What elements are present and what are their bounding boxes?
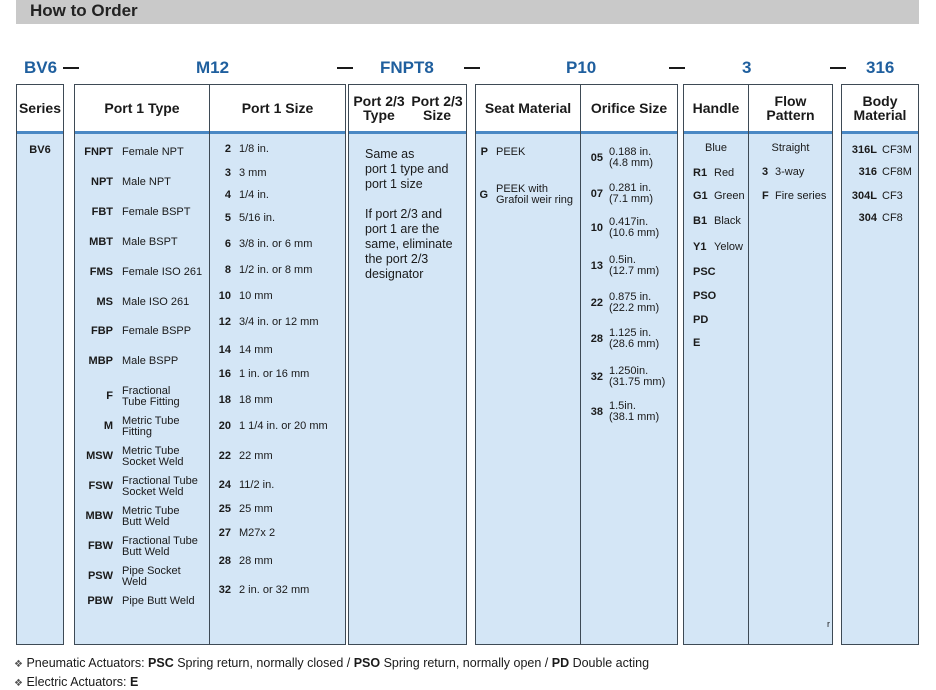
seat-desc: PEEK with bbox=[496, 183, 548, 195]
flow-desc: Straight bbox=[771, 142, 810, 154]
code-port23: FNPT8 bbox=[380, 58, 434, 77]
port23-note-same: Same as port 1 type and port 1 size bbox=[365, 147, 449, 191]
port1-type-desc: Female BSPT bbox=[122, 205, 191, 218]
orifice-code: 28 bbox=[590, 333, 603, 345]
code-dash bbox=[337, 67, 353, 69]
port1-size-code: 32 bbox=[218, 584, 231, 596]
header-handle: Handle bbox=[692, 100, 740, 116]
port1-type-desc: Tube Fitting bbox=[122, 396, 180, 409]
port1-type-desc: Pipe Socket bbox=[122, 564, 181, 577]
port1-type-code: MBP bbox=[88, 355, 113, 368]
port1-type-desc: Butt Weld bbox=[122, 545, 170, 558]
port1-type-desc: Pipe Butt Weld bbox=[122, 594, 195, 607]
port1-size-desc: 11/2 in. bbox=[239, 479, 275, 491]
port1-size-code: 16 bbox=[218, 368, 231, 380]
orifice-code: 22 bbox=[590, 297, 603, 309]
group-series bbox=[16, 84, 64, 645]
handle-code: G1 bbox=[693, 190, 708, 202]
port1-type-code: MSW bbox=[86, 450, 113, 462]
port1-type-code: FBT bbox=[91, 205, 113, 218]
port1-type-desc: Female BSPP bbox=[122, 325, 192, 338]
port1-type-desc: Metric Tube bbox=[122, 445, 180, 457]
port1-type-code: FBW bbox=[87, 539, 113, 552]
header-orifice-size: Orifice Size bbox=[590, 100, 668, 116]
port1-type-desc: Socket Weld bbox=[122, 456, 184, 468]
port1-size-code: 10 bbox=[218, 290, 231, 302]
stray-mark: r bbox=[827, 619, 830, 629]
orifice-code: 32 bbox=[590, 371, 603, 383]
handle-desc: Yelow bbox=[714, 241, 743, 253]
port1-type-desc: Male NPT bbox=[122, 175, 171, 188]
code-series: BV6 bbox=[24, 58, 58, 77]
section-title: How to Order bbox=[30, 1, 138, 20]
port23-note-eliminate: If port 2/3 and port 1 are the same, eliminate the port 2/3 designator bbox=[365, 207, 453, 281]
orifice-desc: 1.250in. bbox=[609, 365, 649, 377]
port1-type-code: FNPT bbox=[84, 146, 113, 158]
port1-size-desc: 3 mm bbox=[239, 167, 267, 179]
code-seat-orifice: P10 bbox=[566, 58, 597, 77]
handle-code: PD bbox=[693, 314, 709, 326]
handle-desc: Black bbox=[714, 215, 741, 227]
port1-size-code: 28 bbox=[218, 555, 231, 567]
port1-size-desc: 1 in. or 16 mm bbox=[239, 368, 310, 380]
port1-size-desc: 14 mm bbox=[239, 344, 273, 356]
footnote-pneumatic: ❖ Pneumatic Actuators: PSC Spring return, normally closed / PSO Spring return, normally open / PD Double acting bbox=[14, 656, 650, 670]
code-dash bbox=[669, 67, 685, 69]
code-port1: M12 bbox=[196, 58, 230, 77]
group-port1 bbox=[74, 84, 346, 645]
orifice-desc: 1.5in. bbox=[609, 400, 636, 412]
port1-type-code: MS bbox=[96, 295, 113, 308]
code-dash bbox=[63, 67, 79, 69]
body-desc: CF8 bbox=[882, 212, 903, 224]
orifice-desc: (4.8 mm) bbox=[609, 157, 653, 169]
handle-desc: Red bbox=[714, 167, 735, 179]
handle-code: B1 bbox=[693, 215, 708, 227]
port1-size-code: 8 bbox=[224, 264, 231, 276]
handle-desc: Green bbox=[714, 190, 745, 202]
orifice-desc: 0.417in. bbox=[609, 216, 649, 228]
body-code: 316 bbox=[858, 166, 877, 178]
orifice-desc: 0.188 in. bbox=[609, 146, 652, 158]
orifice-desc: (38.1 mm) bbox=[609, 411, 660, 423]
port1-size-desc: 22 mm bbox=[239, 450, 273, 462]
port1-size-desc: 3/8 in. or 6 mm bbox=[239, 238, 313, 250]
port1-type-code: F bbox=[106, 390, 113, 403]
body-code: 316L bbox=[851, 144, 877, 156]
port1-size-code: 20 bbox=[218, 420, 231, 432]
flow-code: 3 bbox=[762, 166, 769, 178]
seat-desc: PEEK bbox=[496, 146, 526, 158]
orifice-code: 07 bbox=[590, 188, 603, 200]
orifice-code: 10 bbox=[590, 222, 603, 234]
group-port23 bbox=[348, 84, 467, 645]
code-dash bbox=[464, 67, 480, 69]
column-divider bbox=[580, 85, 581, 644]
orifice-code: 13 bbox=[590, 260, 603, 272]
handle-code: PSC bbox=[693, 266, 716, 278]
group-seat-orifice bbox=[475, 84, 678, 645]
orifice-desc: 0.281 in. bbox=[609, 182, 652, 194]
header-series: Series bbox=[18, 100, 62, 116]
header-port1-size: Port 1 Size bbox=[241, 100, 314, 116]
header-port23-type: Port 2/3 Type bbox=[353, 93, 405, 123]
port1-type-code: MBW bbox=[85, 509, 113, 522]
port1-size-code: 6 bbox=[224, 238, 231, 250]
header-port1-type: Port 1 Type bbox=[104, 100, 180, 116]
port1-size-code: 14 bbox=[218, 344, 231, 356]
bullet-icon: ❖ bbox=[14, 659, 23, 670]
port1-type-desc: Fitting bbox=[122, 426, 152, 439]
header-flow-pattern: Flow Pattern bbox=[766, 93, 815, 123]
port1-type-code: FMS bbox=[89, 265, 113, 278]
handle-code: Y1 bbox=[693, 241, 707, 253]
flow-code: F bbox=[762, 190, 769, 202]
port1-size-desc: 1 1/4 in. or 20 mm bbox=[239, 420, 328, 432]
port1-type-code: FSW bbox=[88, 479, 113, 492]
port1-type-desc: Butt Weld bbox=[122, 515, 170, 528]
flow-desc: Fire series bbox=[775, 190, 827, 202]
code-body: 316 bbox=[866, 58, 895, 77]
port1-type-desc: Fractional Tube bbox=[122, 534, 198, 547]
orifice-desc: 0.875 in. bbox=[609, 291, 652, 303]
handle-code: R1 bbox=[693, 167, 708, 179]
port1-size-code: 3 bbox=[224, 167, 231, 179]
handle-code: E bbox=[693, 337, 701, 349]
port1-size-desc: 18 mm bbox=[239, 394, 273, 406]
header-seat-material: Seat Material bbox=[484, 100, 572, 116]
port1-size-desc: 3/4 in. or 12 mm bbox=[239, 316, 319, 328]
port1-size-desc: M27x 2 bbox=[239, 527, 276, 539]
seat-desc: Grafoil weir ring bbox=[496, 194, 574, 206]
footnote-electric: ❖ Electric Actuators: E bbox=[14, 675, 139, 689]
port1-size-desc: 28 mm bbox=[239, 555, 273, 567]
port1-size-code: 18 bbox=[218, 394, 231, 406]
port1-type-desc: Male BSPT bbox=[122, 235, 178, 248]
port1-type-code: MBT bbox=[89, 235, 113, 248]
code-flow: 3 bbox=[742, 58, 752, 77]
port1-type-desc: Fractional Tube bbox=[122, 474, 198, 487]
orifice-desc: (10.6 mm) bbox=[609, 227, 660, 239]
port1-size-code: 2 bbox=[224, 143, 231, 155]
port1-type-code: NPT bbox=[91, 175, 113, 188]
orifice-desc: (22.2 mm) bbox=[609, 302, 660, 314]
port1-size-desc: 1/8 in. bbox=[239, 143, 269, 155]
port1-size-desc: 2 in. or 32 mm bbox=[239, 584, 310, 596]
port1-size-code: 25 bbox=[218, 503, 231, 515]
port1-size-code: 12 bbox=[218, 316, 231, 328]
port1-size-code: 27 bbox=[218, 527, 231, 539]
port1-size-code: 5 bbox=[224, 212, 231, 224]
orifice-code: 05 bbox=[590, 152, 603, 164]
port1-type-desc: Weld bbox=[122, 575, 147, 588]
port1-size-desc: 1/4 in. bbox=[239, 189, 269, 201]
port1-type-desc: Female NPT bbox=[122, 146, 184, 158]
group-handle-flow bbox=[683, 84, 833, 645]
header-port23-size: Port 2/3 Size bbox=[411, 93, 463, 123]
seat-code: G bbox=[479, 189, 488, 201]
header-body-material: Body Material bbox=[853, 93, 907, 123]
code-dash bbox=[830, 67, 846, 69]
body-desc: CF3M bbox=[882, 144, 912, 156]
orifice-desc: 0.5in. bbox=[609, 254, 636, 266]
orifice-desc: 1.125 in. bbox=[609, 327, 652, 339]
port1-type-desc: Female ISO 261 bbox=[122, 265, 203, 278]
port1-size-code: 4 bbox=[224, 189, 231, 201]
port1-type-desc: Socket Weld bbox=[122, 485, 184, 498]
orifice-desc: (12.7 mm) bbox=[609, 265, 660, 277]
port1-type-code: PBW bbox=[87, 594, 113, 607]
body-code: 304 bbox=[858, 212, 877, 224]
port1-type-desc: Metric Tube bbox=[122, 415, 180, 428]
port1-size-desc: 10 mm bbox=[239, 290, 273, 302]
port1-type-desc: Male ISO 261 bbox=[122, 295, 190, 308]
series-code: BV6 bbox=[29, 144, 51, 156]
body-code: 304L bbox=[851, 190, 877, 202]
body-desc: CF3 bbox=[882, 190, 903, 202]
orifice-desc: (31.75 mm) bbox=[609, 376, 666, 388]
column-divider bbox=[748, 85, 749, 644]
flow-desc: 3-way bbox=[775, 166, 805, 178]
group-body bbox=[841, 84, 919, 645]
port1-size-desc: 5/16 in. bbox=[239, 212, 276, 224]
port1-size-desc: 25 mm bbox=[239, 503, 273, 515]
orifice-desc: (28.6 mm) bbox=[609, 338, 660, 350]
port1-type-desc: Metric Tube bbox=[122, 504, 180, 517]
port1-type-desc: Male BSPP bbox=[122, 355, 179, 368]
section-banner bbox=[16, 0, 919, 24]
orifice-desc: (7.1 mm) bbox=[609, 193, 653, 205]
handle-desc: Blue bbox=[704, 142, 728, 154]
port1-type-code: M bbox=[103, 420, 113, 433]
port1-size-desc: 1/2 in. or 8 mm bbox=[239, 264, 313, 276]
port1-size-code: 22 bbox=[218, 450, 231, 462]
orifice-code: 38 bbox=[590, 406, 603, 418]
port1-type-desc: Fractional bbox=[122, 385, 171, 398]
seat-code: P bbox=[480, 146, 488, 158]
port1-size-code: 24 bbox=[218, 479, 231, 491]
port1-type-code: FBP bbox=[91, 325, 113, 338]
body-desc: CF8M bbox=[882, 166, 912, 178]
port1-type-code: PSW bbox=[87, 569, 113, 582]
handle-code: PSO bbox=[693, 290, 717, 302]
bullet-icon: ❖ bbox=[14, 678, 23, 689]
